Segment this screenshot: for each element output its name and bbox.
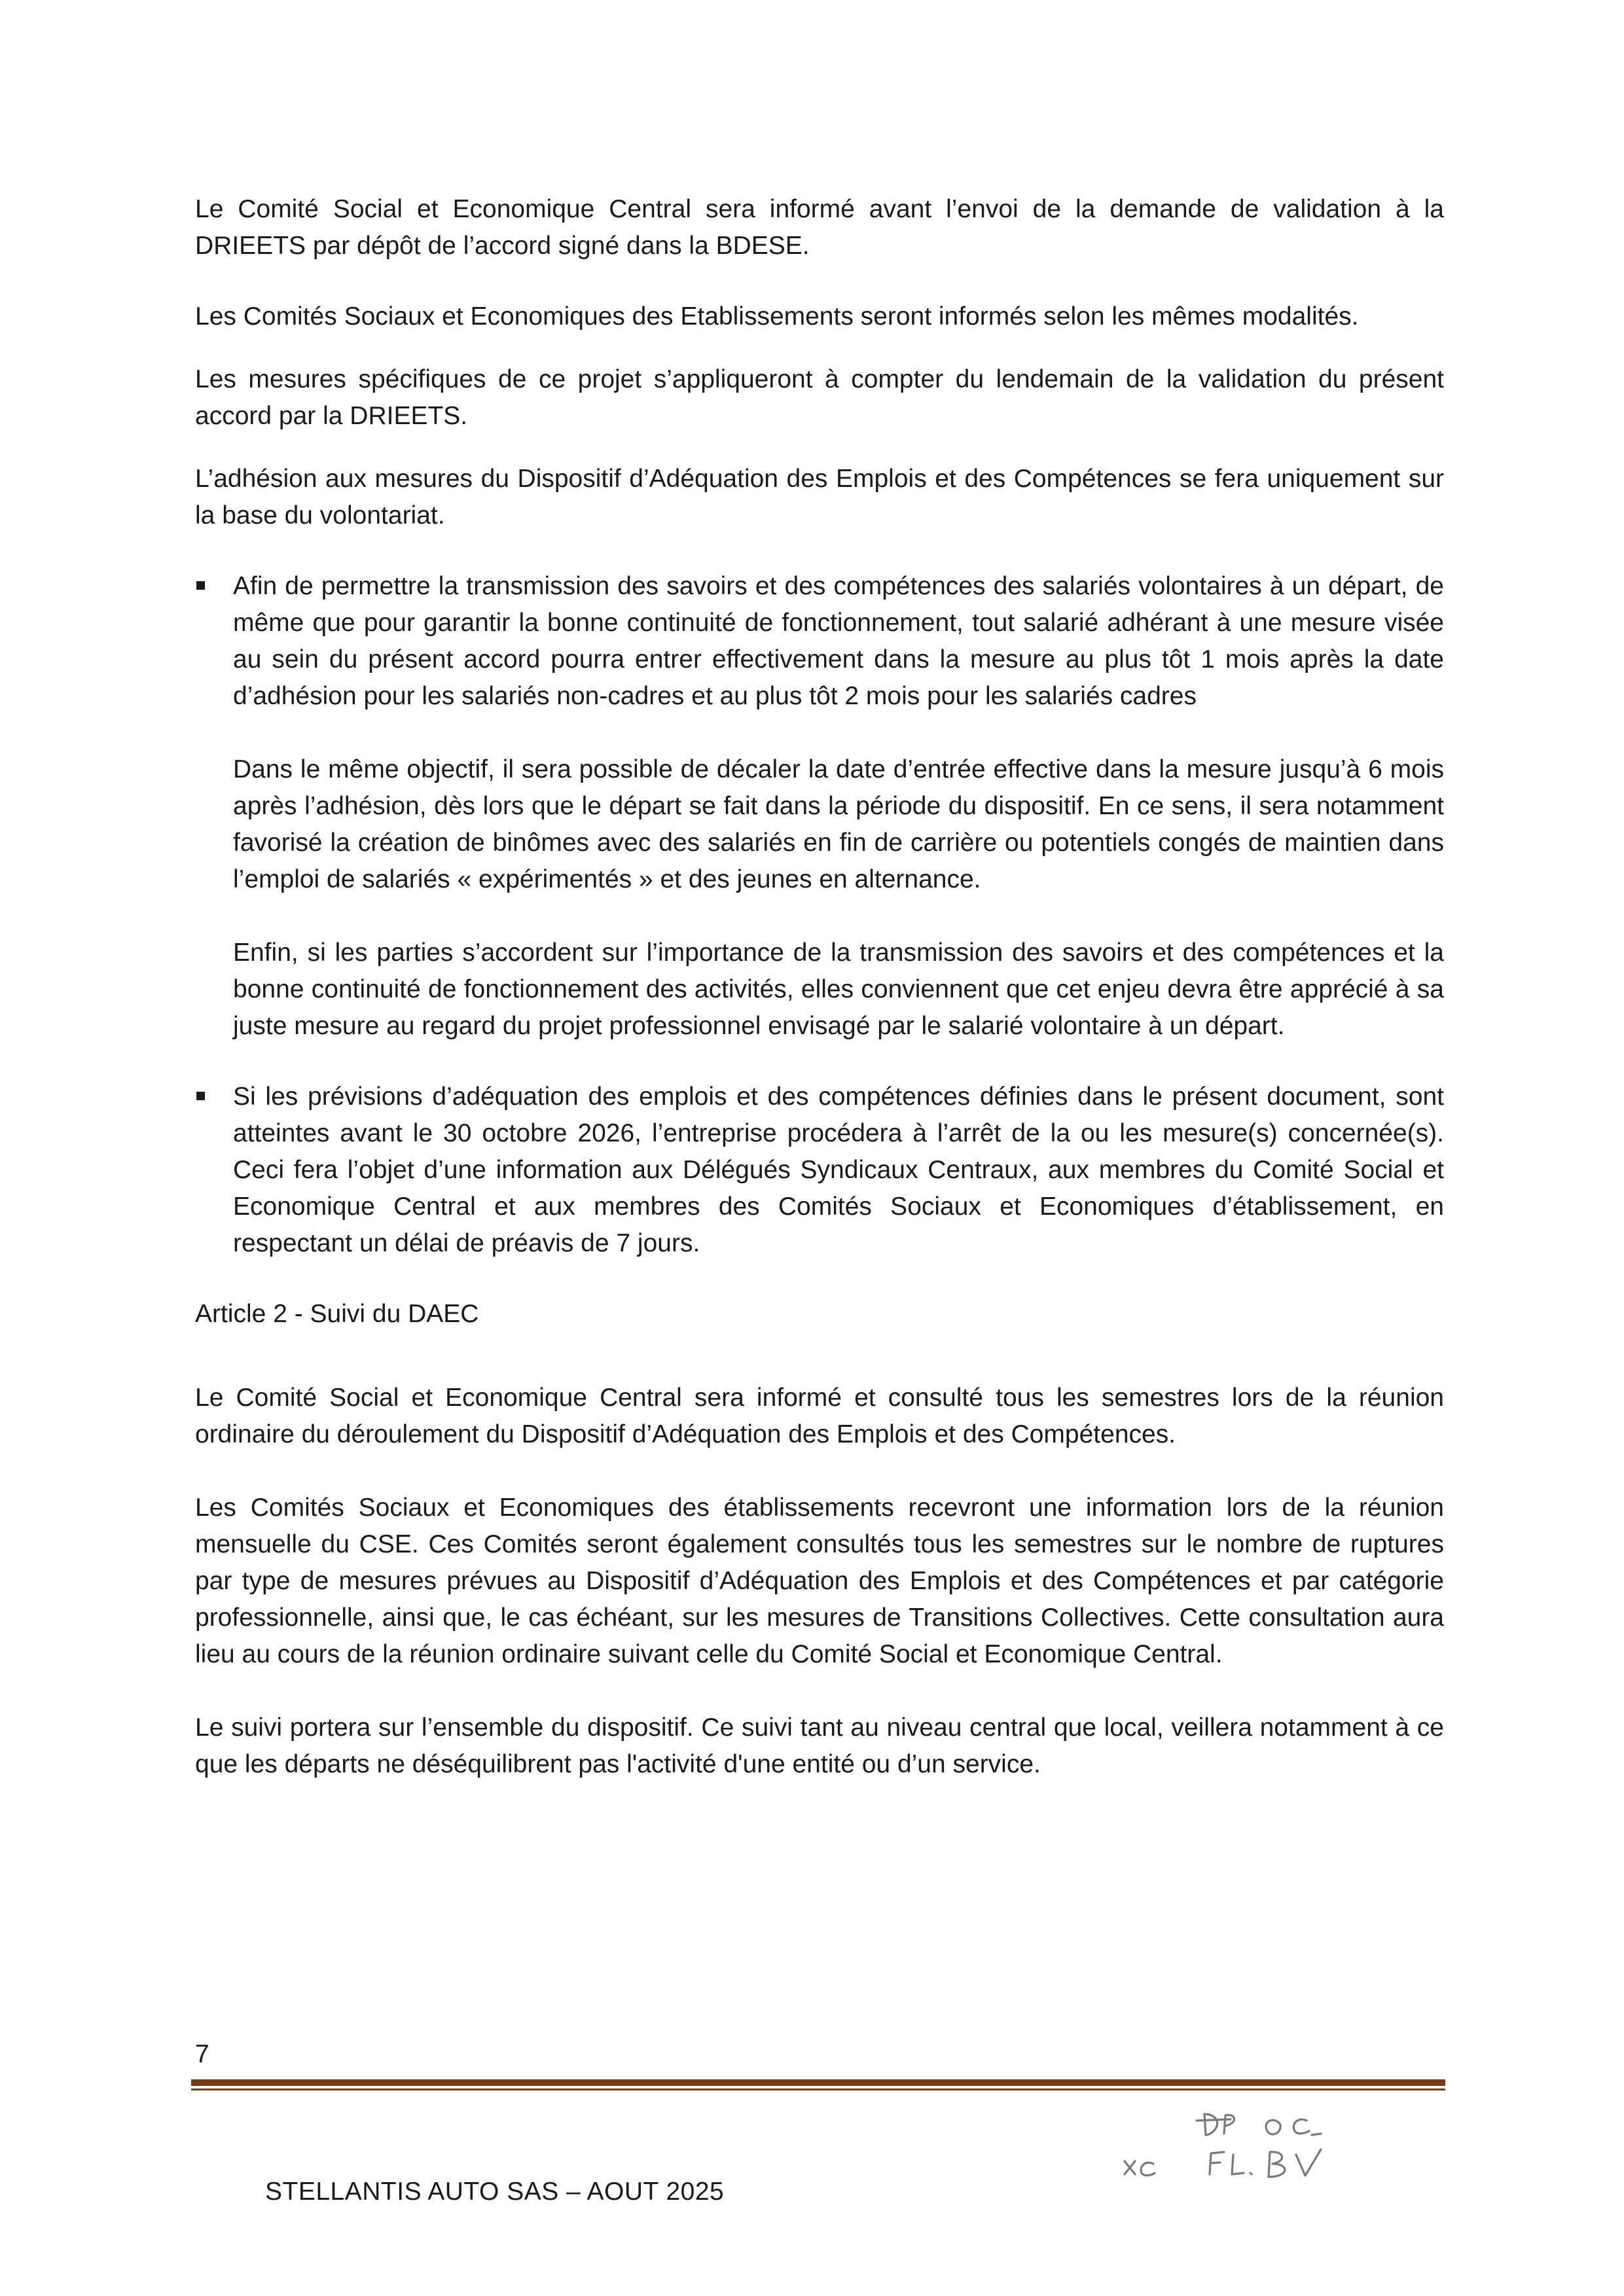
paragraph-specific-measures: Les mesures spécifiques de ce projet s’appliqueront à compter du lendemain de la validation du présent accord par la DRIEETS. (195, 365, 1444, 430)
paragraph-cse-central-consultation: Le Comité Social et Economique Central sera informé et consulté tous les semestres lors de la réunion ordinaire du déroulement du Dispositif d’Adéquation des Emplois et des Compétences. (195, 1384, 1444, 1448)
bullet-paragraph: Si les prévisions d’adéquation des emplois et des compétences définies dans le présent document, sont atteintes avant le 30 octobre 2026, l’entreprise procédera à l’arrêt de la ou les mesure(s) concernée(s). Ceci fera l’objet d’une information aux Délégués Syndicaux Centraux, aux membres du Comité Social et Economique Central et aux membres des Comités Sociaux et Economiques d’établissement, en respectant un délai de préavis de 7 jours. (233, 1083, 1444, 1257)
document-body (195, 191, 1444, 1783)
square-bullet-icon (196, 581, 205, 590)
square-bullet-icon (196, 1092, 205, 1100)
footer-rule (191, 2079, 1445, 2086)
bullet-item-transmission (195, 568, 1444, 1045)
paragraph-follow-up: Le suivi portera sur l’ensemble du dispositif. Ce suivi tant au niveau central que local, veillera notamment à ce que les départs ne déséquilibrent pas l'activité d'une entité ou d’un service. (195, 1713, 1444, 1778)
page-number: 7 (195, 2040, 209, 2068)
bullet-paragraph: Enfin, si les parties s’accordent sur l’importance de la transmission des savoirs et des compétences et la bonne continuité de fonctionnement des activités, elles conviennent que cet enjeu devra être apprécié à sa juste mesure au regard du projet professionnel envisagé par le salarié volontaire à un départ. (233, 939, 1444, 1040)
footer-company-date: STELLANTIS AUTO SAS – AOUT 2025 (265, 2178, 725, 2206)
paragraph-voluntary-adhesion: L’adhésion aux mesures du Dispositif d’Adéquation des Emplois et des Compétences se fera uniquement sur la base du volontariat. (195, 465, 1444, 529)
bullet-paragraph: Dans le même objectif, il sera possible de décaler la date d’entrée effective dans la mesure jusqu’à 6 mois après l’adhésion, dès lors que le départ se fait dans la période du dispositif. En ce sens, il sera notamment favorisé la création de binômes avec des salariés en fin de carrière ou potentiels congés de maintien dans l’emploi de salariés « expérimentés » et des jeunes en alternance. (233, 755, 1444, 893)
bullet-item-forecast-reached (195, 1079, 1444, 1262)
bullet-paragraph: Afin de permettre la transmission des savoirs et des compétences des salariés volontaires à un départ, de même que pour garantir la bonne continuité de fonctionnement, tout salarié adhérant à une mesure visée au sein du présent accord pourra entrer effectivement dans la mesure au plus tôt 1 mois après la date d’adhésion pour les salariés non-cadres et au plus tôt 2 mois pour les salariés cadres (233, 572, 1444, 710)
bullet-list (195, 568, 1444, 1262)
paragraph-establishments-consultation: Les Comités Sociaux et Economiques des établissements recevront une information lors de la réunion mensuelle du CSE. Ces Comités seront également consultés tous les semestres sur le nombre de ruptures par type de mesures prévues au Dispositif d’Adéquation des Emplois et des Compétences et par catégorie professionnelle, ainsi que, le cas échéant, sur les mesures de Transitions Collectives. Cette consultation aura lieu au cours de la réunion ordinaire suivant celle du Comité Social et Economique Central. (195, 1494, 1444, 1668)
article-heading: Article 2 - Suivi du DAEC (195, 1300, 479, 1328)
paragraph-cse-central-information: Le Comité Social et Economique Central sera informé avant l’envoi de la demande de validation à la DRIEETS par dépôt de l’accord signé dans la BDESE. (195, 195, 1444, 260)
footer-rule-thin (191, 2089, 1445, 2090)
paragraph-cse-establishments: Les Comités Sociaux et Economiques des Etablissements seront informés selon les mêmes modalités. (195, 302, 1359, 331)
handwritten-initials (1113, 2101, 1362, 2186)
